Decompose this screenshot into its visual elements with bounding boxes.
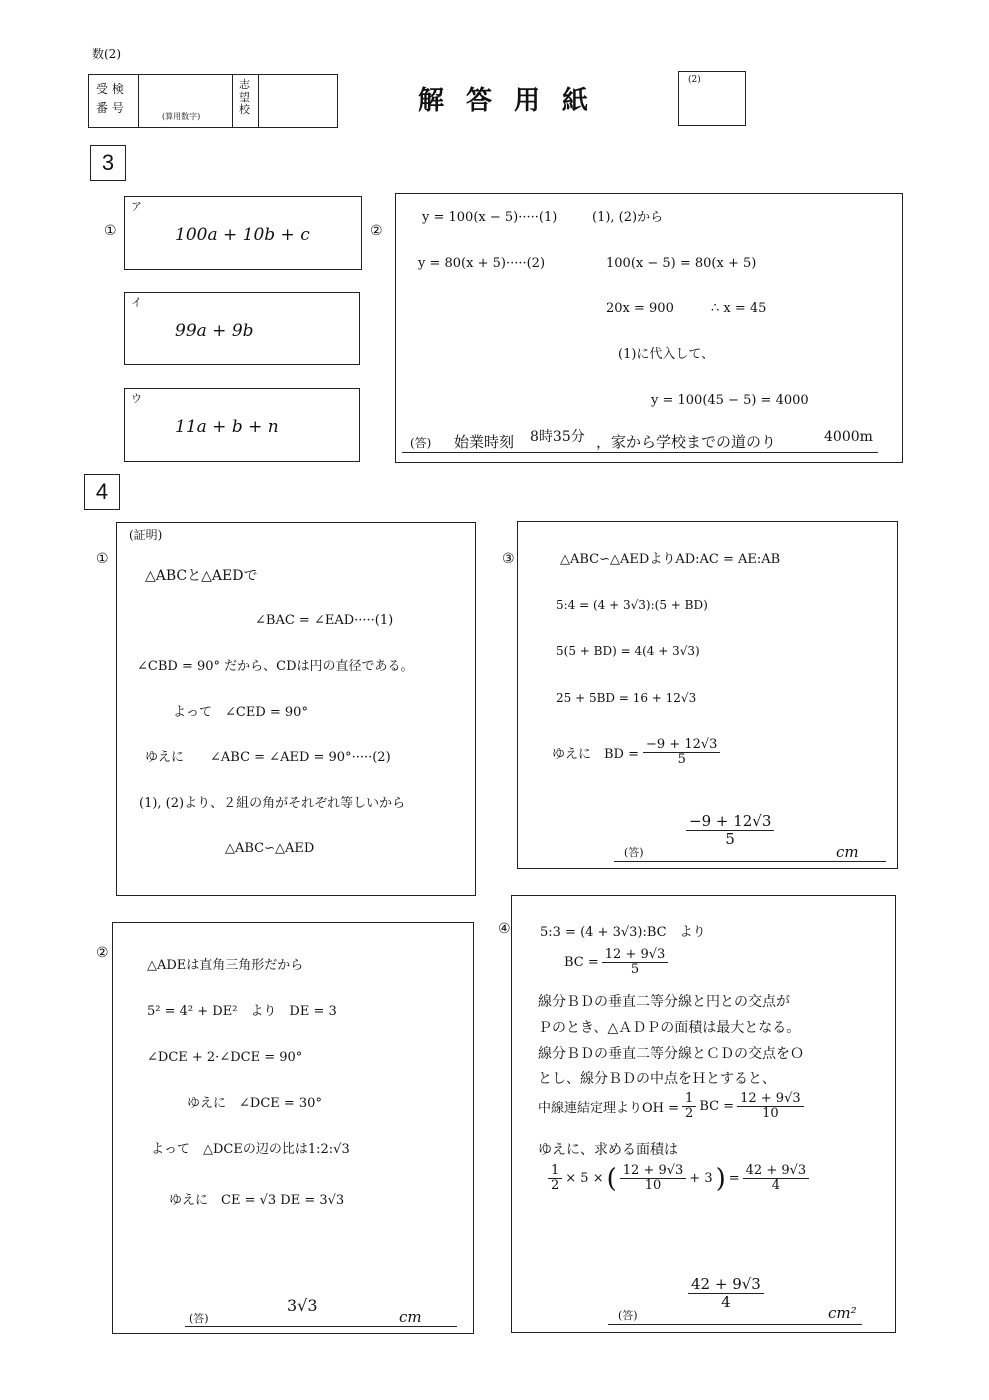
area-line: $\frac{1}{2}$ × 5 × ( $\frac{12 + 9√3}{10}$ + 3 ) = $\frac{42 + 9√3}{4}$ (548, 1164, 809, 1194)
answer-value (686, 813, 774, 847)
proof-line: △ABC∽△AED (225, 841, 315, 856)
answer-underline (185, 1326, 457, 1327)
denominator: 10 (644, 1178, 662, 1194)
question-mark-4-4: ④ (498, 921, 511, 937)
answer-text: 11a + b + n (175, 417, 279, 437)
work-line: 線分ＢＤの垂直二等分線と円との交点が (538, 994, 790, 1010)
work-line: BC = (699, 1099, 735, 1115)
digits-note: (算用数字) (162, 112, 201, 121)
answer-value (688, 1276, 764, 1310)
start-time-value: 8時35分 (530, 429, 585, 445)
fraction (737, 1092, 804, 1122)
numerator: 42 + 9√3 (688, 1276, 764, 1294)
box-label: イ (131, 296, 142, 309)
proof-line: (1), (2)より、２組の角がそれぞれ等しいから (139, 796, 406, 811)
exam-number-label: 受 検 番 号 (96, 82, 124, 116)
question-mark-2: ② (370, 223, 383, 239)
answer-box-u[interactable] (124, 388, 360, 462)
proof-line: ∠CBD = 90° だから、CDは円の直径である。 (137, 659, 414, 674)
denominator: 4 (721, 1292, 731, 1311)
denominator: 2 (551, 1178, 560, 1194)
work-line: (1)に代入して、 (618, 347, 715, 362)
work-line: △ABC∽△AEDよりAD:AC = AE:AB (560, 552, 781, 567)
work-line: ∴ x = 45 (711, 301, 767, 316)
proof-line: ゆえに ∠ABC = ∠AED = 90°·····(2) (145, 750, 391, 765)
answer-unit: cm² (828, 1304, 857, 1322)
numerator: 1 (548, 1164, 562, 1179)
fraction (743, 1164, 810, 1194)
fraction (620, 1164, 687, 1194)
working-box-4-4[interactable] (511, 895, 896, 1333)
denominator: 4 (771, 1178, 781, 1194)
question-mark-4-2: ② (96, 945, 109, 961)
page-title: 解答用紙 (418, 86, 611, 116)
work-line: とし、線分ＢＤの中点をＨとすると、 (538, 1071, 776, 1087)
fraction (643, 738, 720, 768)
work-line: ゆえに BD = (552, 747, 640, 763)
answer-box-i[interactable] (124, 292, 360, 365)
numerator: 1 (682, 1092, 696, 1107)
working-box-4-2[interactable] (112, 922, 474, 1334)
work-line: ∠DCE + 2·∠DCE = 90° (147, 1050, 303, 1065)
answer-unit: cm (399, 1308, 422, 1326)
box-label: ウ (131, 392, 142, 405)
proof-line: △ABCと△AEDで (145, 568, 258, 584)
numerator: 12 + 9√3 (602, 948, 669, 963)
question-mark-4-3: ③ (502, 551, 515, 567)
proof-header: (証明) (129, 528, 163, 542)
answer-underline (402, 452, 878, 453)
divider (138, 74, 139, 128)
numerator: 42 + 9√3 (743, 1164, 810, 1179)
page-number: (2) (688, 75, 701, 85)
start-time-label: 始業時刻 (454, 433, 515, 451)
work-line: Ｐのとき、△ＡＤＰの面積は最大となる。 (538, 1020, 801, 1036)
work-line: y = 100(x − 5)·····(1) (422, 210, 558, 225)
work-line: y = 80(x + 5)·····(2) (418, 256, 546, 271)
answer-label: (答) (410, 436, 432, 450)
divider (232, 74, 233, 128)
denominator: 5 (630, 962, 640, 978)
numerator: −9 + 12√3 (643, 738, 720, 753)
oh-line (538, 1092, 804, 1122)
work-line: 線分ＢＤの垂直二等分線とＣＤの交点をＯ (538, 1046, 804, 1062)
work-line: 20x = 900 (606, 301, 674, 316)
answer-underline (614, 861, 886, 862)
distance-label: ，家から学校までの道のり (596, 433, 777, 451)
fraction (682, 1092, 696, 1122)
work-line: ゆえに CE = √3 DE = 3√3 (169, 1193, 345, 1208)
work-line: y = 100(45 − 5) = 4000 (651, 393, 809, 408)
answer-box-a[interactable] (124, 196, 362, 270)
work-line: 5(5 + BD) = 4(4 + 3√3) (556, 644, 700, 658)
answer-label: (答) (189, 1312, 209, 1325)
work-line: 25 + 5BD = 16 + 12√3 (556, 691, 697, 705)
work-line: ゆえに、求める面積は (538, 1142, 678, 1158)
bc-result (564, 948, 668, 978)
answer-text: 100a + 10b + c (175, 225, 310, 245)
work-line: ゆえに ∠DCE = 30° (187, 1096, 322, 1111)
section-number-4: 4 (84, 474, 120, 510)
work-line: 5:3 = (4 + 3√3):BC より (540, 925, 706, 940)
work-line: + 3 (689, 1171, 713, 1187)
school-label: 志 望 校 (239, 78, 250, 117)
exam-number-field[interactable] (143, 80, 228, 110)
section-number-3: 3 (90, 145, 126, 181)
fraction (602, 948, 669, 978)
page-code: 数(2) (92, 47, 121, 61)
answer-underline (608, 1324, 862, 1325)
denominator: 2 (685, 1106, 694, 1122)
answer-label: (答) (624, 846, 644, 859)
proof-line: よって ∠CED = 90° (173, 705, 308, 720)
work-line: 100(x − 5) = 80(x + 5) (606, 256, 757, 271)
school-field[interactable] (262, 78, 334, 124)
answer-value: 3√3 (287, 1296, 318, 1315)
answer-unit: cm (836, 843, 859, 861)
question-mark-4-1: ① (96, 551, 109, 567)
work-line: 5:4 = (4 + 3√3):(5 + BD) (556, 598, 708, 612)
work-line: 5² = 4² + DE² より DE = 3 (147, 1004, 337, 1019)
work-line: よって △DCEの辺の比は1:2:√3 (151, 1142, 350, 1157)
fraction (548, 1164, 562, 1194)
bd-result (552, 738, 720, 768)
working-box-q2[interactable] (395, 193, 903, 463)
work-line: (1), (2)から (592, 210, 664, 225)
distance-value: 4000m (824, 429, 873, 445)
denominator: 5 (725, 829, 735, 848)
work-line: BC = (564, 955, 599, 971)
proof-box-4-1[interactable] (116, 522, 476, 896)
work-line: △ADEは直角三角形だから (147, 958, 304, 973)
answer-text: 99a + 9b (175, 321, 254, 341)
answer-label: (答) (618, 1309, 638, 1322)
numerator: 12 + 9√3 (737, 1092, 804, 1107)
question-mark-1: ① (104, 223, 117, 239)
work-line: 中線連結定理よりOH = (538, 1101, 680, 1117)
work-line: = (728, 1171, 740, 1187)
box-label: ア (131, 200, 142, 213)
numerator: −9 + 12√3 (686, 813, 774, 831)
denominator: 5 (677, 752, 686, 768)
denominator: 10 (762, 1106, 779, 1122)
divider (258, 74, 259, 128)
proof-line: ∠BAC = ∠EAD·····(1) (255, 613, 394, 628)
numerator: 12 + 9√3 (620, 1164, 687, 1179)
work-line: × 5 × (565, 1171, 604, 1187)
working-box-4-3[interactable] (517, 521, 898, 869)
